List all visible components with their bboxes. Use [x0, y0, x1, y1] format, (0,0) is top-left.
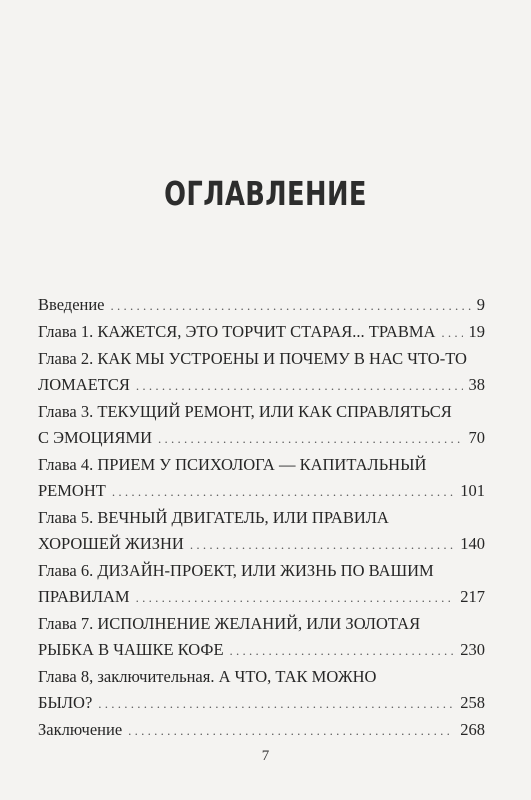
toc-page-number: 70	[468, 428, 485, 447]
dot-leader	[136, 373, 463, 399]
toc-entry-line: Глава 7. ИСПОЛНЕНИЕ ЖЕЛАНИЙ, ИЛИ ЗОЛОТАЯ	[38, 614, 421, 633]
toc-entry	[38, 558, 485, 611]
table-of-contents	[38, 292, 485, 744]
dot-leader	[98, 691, 454, 717]
toc-entry-row	[38, 717, 485, 744]
toc-entry-row	[38, 584, 485, 611]
toc-entry	[38, 346, 485, 399]
toc-entry-title: Глава 1. КАЖЕТСЯ, ЭТО ТОРЧИТ СТАРАЯ... ТРАВМА	[38, 322, 436, 341]
toc-entry-title: Введение	[38, 295, 105, 314]
toc-entry	[38, 717, 485, 744]
dot-leader	[111, 293, 471, 319]
toc-page-number: 230	[460, 640, 485, 659]
toc-page-number: 268	[460, 720, 485, 739]
toc-entry-title: БЫЛО?	[38, 693, 93, 712]
dot-leader	[128, 718, 454, 744]
page-number: 7	[261, 748, 270, 764]
toc-entry-row	[38, 372, 485, 399]
toc-page-number: 217	[460, 587, 485, 606]
toc-entry-title: ПРАВИЛАМ	[38, 587, 130, 606]
toc-entry-row	[38, 292, 485, 319]
toc-page-number: 9	[476, 295, 485, 314]
toc-entry-line: Глава 4. ПРИЕМ У ПСИХОЛОГА — КАПИТАЛЬНЫЙ	[38, 455, 427, 474]
toc-page-number: 101	[460, 481, 485, 500]
toc-entry-row	[38, 319, 485, 346]
page-title: ОГЛАВЛЕНИЕ	[164, 174, 367, 213]
toc-entry-title: РЕМОНТ	[38, 481, 106, 500]
toc-entry-row	[38, 478, 485, 505]
toc-entry-line: Глава 2. КАК МЫ УСТРОЕНЫ И ПОЧЕМУ В НАС ЧТО-ТО	[38, 349, 467, 368]
dot-leader	[230, 638, 455, 664]
toc-entry	[38, 292, 485, 319]
toc-entry-line: Глава 6. ДИЗАЙН-ПРОЕКТ, ИЛИ ЖИЗНЬ ПО ВАШИМ	[38, 561, 434, 580]
toc-entry	[38, 319, 485, 346]
dot-leader	[136, 585, 455, 611]
toc-entry-row	[38, 690, 485, 717]
dot-leader	[158, 426, 462, 452]
toc-entry-row	[38, 637, 485, 664]
toc-entry-row	[38, 425, 485, 452]
toc-entry-title: РЫБКА В ЧАШКЕ КОФЕ	[38, 640, 224, 659]
toc-entry	[38, 611, 485, 664]
toc-entry-title: Заключение	[38, 720, 123, 739]
toc-entry	[38, 452, 485, 505]
toc-entry	[38, 664, 485, 717]
toc-page-number: 38	[468, 375, 485, 394]
toc-entry-line: Глава 3. ТЕКУЩИЙ РЕМОНТ, ИЛИ КАК СПРАВЛЯТЬСЯ	[38, 402, 452, 421]
toc-page-number: 258	[460, 693, 485, 712]
dot-leader	[112, 479, 454, 505]
toc-entry-line: Глава 8, заключительная. А ЧТО, ТАК МОЖНО	[38, 667, 377, 686]
toc-entry	[38, 399, 485, 452]
dot-leader	[441, 320, 462, 346]
toc-page-number: 140	[460, 534, 485, 553]
dot-leader	[190, 532, 454, 558]
toc-entry-title: ЛОМАЕТСЯ	[38, 375, 130, 394]
toc-entry-title: С ЭМОЦИЯМИ	[38, 428, 153, 447]
toc-page-number: 19	[468, 322, 485, 341]
toc-entry-line: Глава 5. ВЕЧНЫЙ ДВИГАТЕЛЬ, ИЛИ ПРАВИЛА	[38, 508, 389, 527]
toc-entry-row	[38, 531, 485, 558]
toc-entry-title: ХОРОШЕЙ ЖИЗНИ	[38, 534, 184, 553]
toc-entry	[38, 505, 485, 558]
